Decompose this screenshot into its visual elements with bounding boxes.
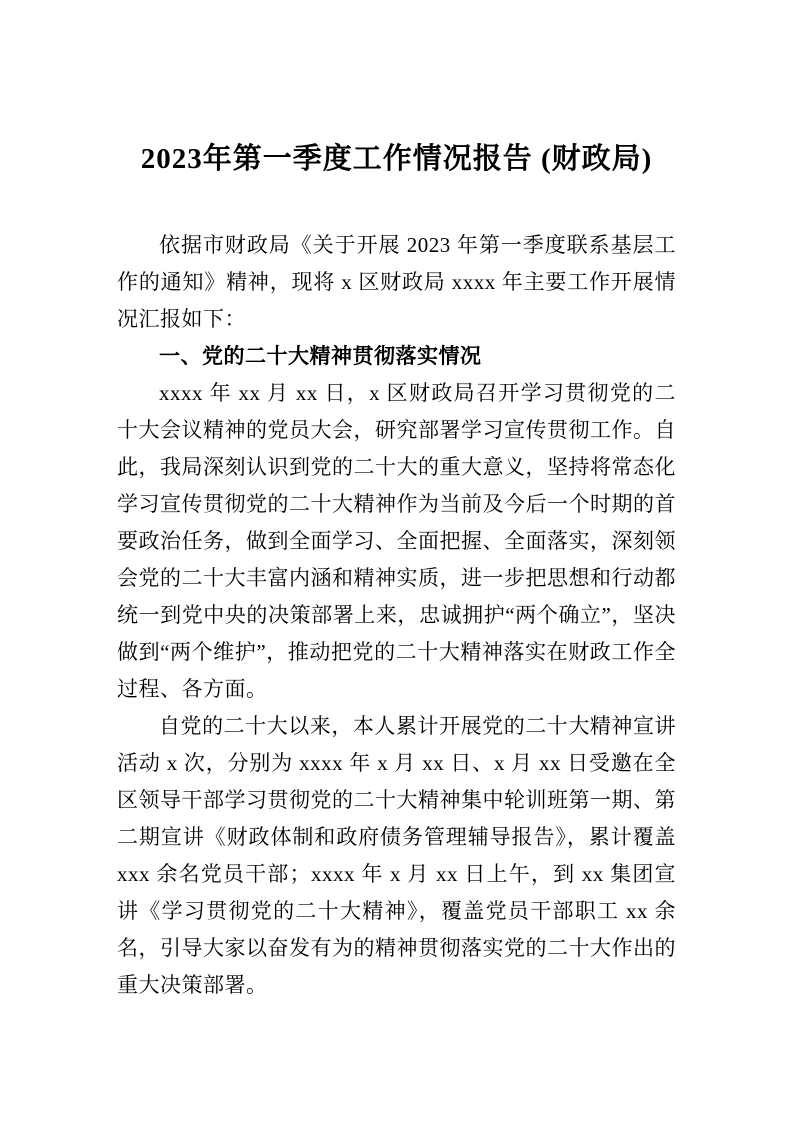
body-paragraph-spirit-implementation: xxxx 年 xx 月 xx 日，x 区财政局召开学习贯彻党的二十大会议精神的党员大会，研究部署学习宣传贯彻工作。自此，我局深刻认识到党的二十大的重大意义，坚持将常态化学习宣传贯彻党的二十大精神作为当前及今后一个时期的首要政治任务，做到全面学习、全面把握、全面落实，深刻领会党的二十大丰富内涵和精神实质，进一步把思想和行动都统一到党中央的决策部署上来，忠诚拥护“两个确立”，坚决做到“两个维护”，推动把党的二十大精神落实在财政工作全过程、各方面。 [117,381,676,701]
body-paragraph-lecture-activities: 自党的二十大以来，本人累计开展党的二十大精神宣讲活动 x 次，分别为 xxxx 年 x 月 xx 日、x 月 xx 日受邀在全区领导干部学习贯彻党的二十大精神集中轮训班第一期、第二期宣讲《财政体制和政府债务管理辅导报告》，累计覆盖 xxx 余名党员干部；xxxx 年 x 月 xx 日上午，到 xx 集团宣讲《学习贯彻党的二十大精神》，覆盖党员干部职工 xx 余名，引导大家以奋发有为的精神贯彻落实党的二十大作出的重大决策部署。 [117,714,676,997]
section-heading-1: 一、党的二十大精神贯彻落实情况 [159,345,482,368]
intro-paragraph: 依据市财政局《关于开展 2023 年第一季度联系基层工作的通知》精神，现将 x 区财政局 xxxx 年主要工作开展情况汇报如下： [117,233,676,331]
document-title: 2023年第一季度工作情况报告 (财政局) [140,143,653,175]
